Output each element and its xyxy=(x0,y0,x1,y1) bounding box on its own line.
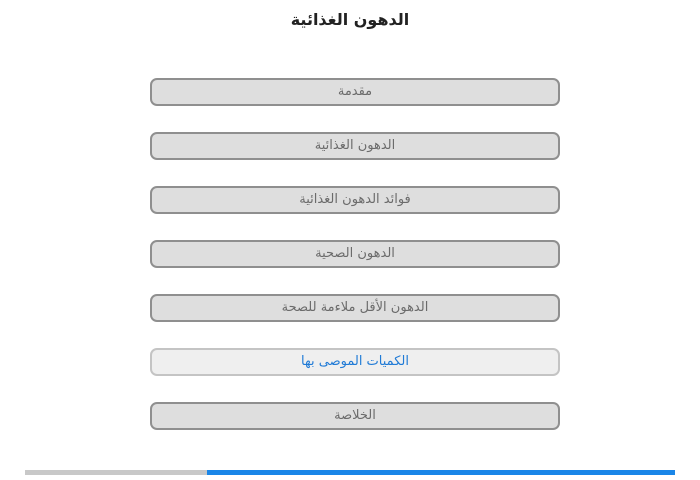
progress-fill xyxy=(207,470,675,475)
menu-item-dietary-fats[interactable]: الدهون الغذائية xyxy=(150,132,560,160)
menu-item-less-healthy-fats[interactable]: الدهون الأقل ملاءمة للصحة xyxy=(150,294,560,322)
menu-item-healthy-fats[interactable]: الدهون الصحية xyxy=(150,240,560,268)
menu-item-recommended-amounts[interactable]: الكميات الموصى بها xyxy=(150,348,560,376)
menu-item-introduction[interactable]: مقدمة xyxy=(150,78,560,106)
page-title: الدهون الغذائية xyxy=(290,10,410,29)
menu-item-benefits[interactable]: فوائد الدهون الغذائية xyxy=(150,186,560,214)
topic-menu xyxy=(150,78,560,456)
menu-item-summary[interactable]: الخلاصة xyxy=(150,402,560,430)
progress-bar xyxy=(25,470,675,475)
